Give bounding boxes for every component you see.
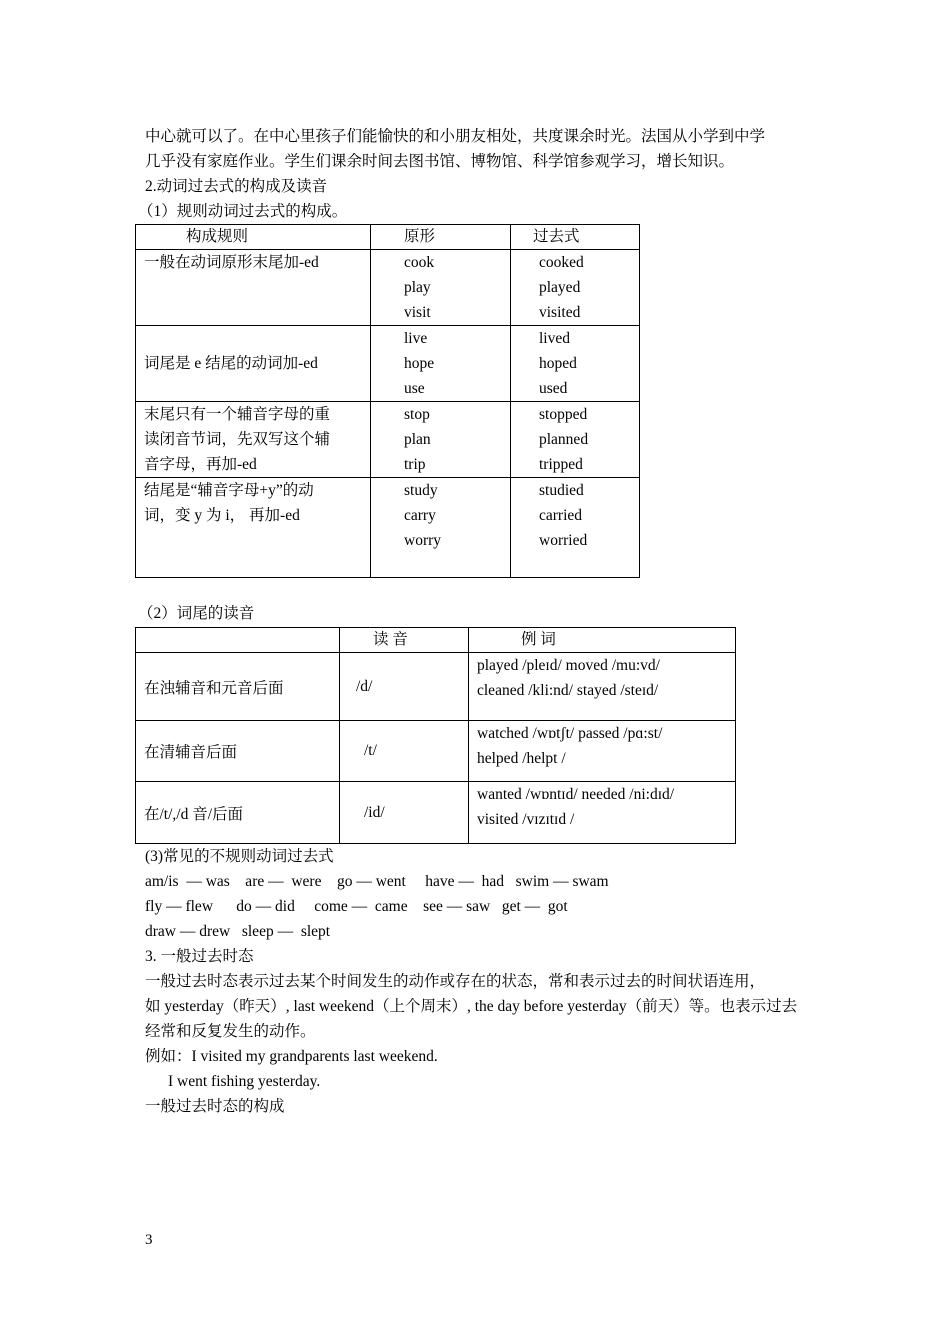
past-word: stopped bbox=[539, 406, 588, 423]
past-word: played bbox=[539, 279, 581, 296]
examples-cell bbox=[469, 653, 736, 721]
table-header-row bbox=[136, 628, 736, 653]
examples-cell bbox=[469, 782, 736, 844]
past-word: cooked bbox=[539, 254, 584, 271]
example-sentence-1: 例如：I visited my grandparents last weekend. bbox=[145, 1048, 438, 1065]
rule-cell bbox=[136, 326, 371, 402]
example-sentence-2: I went fishing yesterday. bbox=[168, 1073, 321, 1090]
base-word: play bbox=[404, 279, 431, 296]
rule-cell bbox=[136, 402, 371, 478]
past-cell bbox=[511, 326, 640, 402]
section3-title: 3. 一般过去时态 bbox=[145, 948, 254, 965]
example-line: cleaned /kli:nd/ stayed /steɪd/ bbox=[477, 682, 659, 699]
past-word: tripped bbox=[539, 456, 583, 473]
sound-cell: /d/ bbox=[340, 653, 469, 721]
table-header-row bbox=[136, 225, 640, 250]
sub3-title: (3)常见的不规则动词过去式 bbox=[145, 848, 334, 865]
past-cell bbox=[511, 402, 640, 478]
pronunciation-table bbox=[135, 627, 736, 844]
example-line: watched /wɒtʃt/ passed /pɑ:st/ bbox=[477, 725, 663, 742]
past-word: used bbox=[539, 380, 568, 397]
table-row bbox=[136, 402, 640, 478]
base-word: trip bbox=[404, 456, 426, 473]
example-line: helped /helpt / bbox=[477, 750, 566, 767]
past-word: lived bbox=[539, 330, 570, 347]
header-rule: 构成规则 bbox=[136, 225, 371, 250]
base-cell bbox=[371, 478, 511, 578]
sub1-title: （1）规则动词过去式的构成。 bbox=[138, 203, 348, 220]
rule-text: 结尾是“辅音字母+y”的动 bbox=[144, 482, 314, 499]
table-row bbox=[136, 653, 736, 721]
base-cell bbox=[371, 402, 511, 478]
irregular-line-1: am/is — was are — were go — went have — had swim — swam bbox=[145, 873, 609, 890]
example-line: visited /vɪzɪtɪd / bbox=[477, 811, 575, 828]
example-line: played /pleɪd/ moved /mu:vd/ bbox=[477, 657, 660, 674]
irregular-line-2: fly — flew do — did come — came see — saw get — got bbox=[145, 898, 568, 915]
section3-line-3: 经常和反复发生的动作。 bbox=[145, 1023, 316, 1040]
header-position bbox=[136, 628, 340, 653]
past-word: hoped bbox=[539, 355, 577, 372]
base-word: use bbox=[404, 380, 425, 397]
base-word: hope bbox=[404, 355, 435, 372]
irregular-line-3: draw — drew sleep — slept bbox=[145, 923, 331, 940]
base-word: worry bbox=[404, 532, 442, 549]
base-word: visit bbox=[404, 304, 431, 321]
base-cell bbox=[371, 326, 511, 402]
closing-line: 一般过去时态的构成 bbox=[145, 1098, 285, 1115]
examples-cell bbox=[469, 721, 736, 782]
header-past: 过去式 bbox=[511, 225, 640, 250]
rule-text: 末尾只有一个辅音字母的重 bbox=[144, 406, 331, 423]
section3-line-2: 如 yesterday（昨天）, last weekend（上个周末）, the day before yesterday（前天）等。也表示过去 bbox=[145, 998, 798, 1015]
example-line: wanted /wɒntɪd/ needed /ni:dɪd/ bbox=[477, 786, 675, 803]
position-cell: 在清辅音后面 bbox=[136, 721, 340, 782]
past-word: carried bbox=[539, 507, 583, 524]
page-number: 3 bbox=[145, 1232, 153, 1248]
base-word: live bbox=[404, 330, 428, 347]
sub2-title: （2）词尾的读音 bbox=[138, 605, 255, 622]
header-sound: 读 音 bbox=[340, 628, 469, 653]
rule-text: 音字母，再加-ed bbox=[144, 456, 257, 473]
rule-cell bbox=[136, 478, 371, 578]
table-row bbox=[136, 782, 736, 844]
past-word: visited bbox=[539, 304, 581, 321]
sound-cell: /t/ bbox=[340, 721, 469, 782]
header-base: 原形 bbox=[371, 225, 511, 250]
base-word: plan bbox=[404, 431, 431, 448]
base-word: study bbox=[404, 482, 438, 499]
base-cell bbox=[371, 250, 511, 326]
section2-title: 2.动词过去式的构成及读音 bbox=[145, 178, 328, 195]
table-row bbox=[136, 250, 640, 326]
past-word: planned bbox=[539, 431, 589, 448]
intro-line-1: 中心就可以了。在中心里孩子们能愉快的和小朋友相处，共度课余时光。法国从小学到中学 bbox=[145, 128, 766, 145]
base-word: stop bbox=[404, 406, 430, 423]
section3-line-1: 一般过去时态表示过去某个时间发生的动作或存在的状态，常和表示过去的时间状语连用， bbox=[145, 973, 766, 990]
rule-cell bbox=[136, 250, 371, 326]
past-word: worried bbox=[539, 532, 588, 549]
table-row bbox=[136, 478, 640, 578]
position-cell: 在/t/,/d 音/后面 bbox=[136, 782, 340, 844]
past-cell bbox=[511, 478, 640, 578]
past-cell bbox=[511, 250, 640, 326]
sound-cell: /id/ bbox=[340, 782, 469, 844]
past-word: studied bbox=[539, 482, 584, 499]
table-row bbox=[136, 326, 640, 402]
intro-line-2: 几乎没有家庭作业。学生们课余时间去图书馆、博物馆、科学馆参观学习，增长知识。 bbox=[145, 153, 735, 170]
header-examples: 例 词 bbox=[469, 628, 736, 653]
table-row bbox=[136, 721, 736, 782]
base-word: carry bbox=[404, 507, 436, 524]
rule-text: 读闭音节词，先双写这个辅 bbox=[144, 431, 331, 448]
regular-past-tense-table bbox=[135, 224, 640, 578]
rule-text: 一般在动词原形末尾加-ed bbox=[144, 254, 319, 271]
position-cell: 在浊辅音和元音后面 bbox=[136, 653, 340, 721]
base-word: cook bbox=[404, 254, 435, 271]
rule-text: 词，变 y 为 i， 再加-ed bbox=[144, 507, 300, 524]
rule-text: 词尾是 e 结尾的动词加-ed bbox=[144, 355, 318, 372]
